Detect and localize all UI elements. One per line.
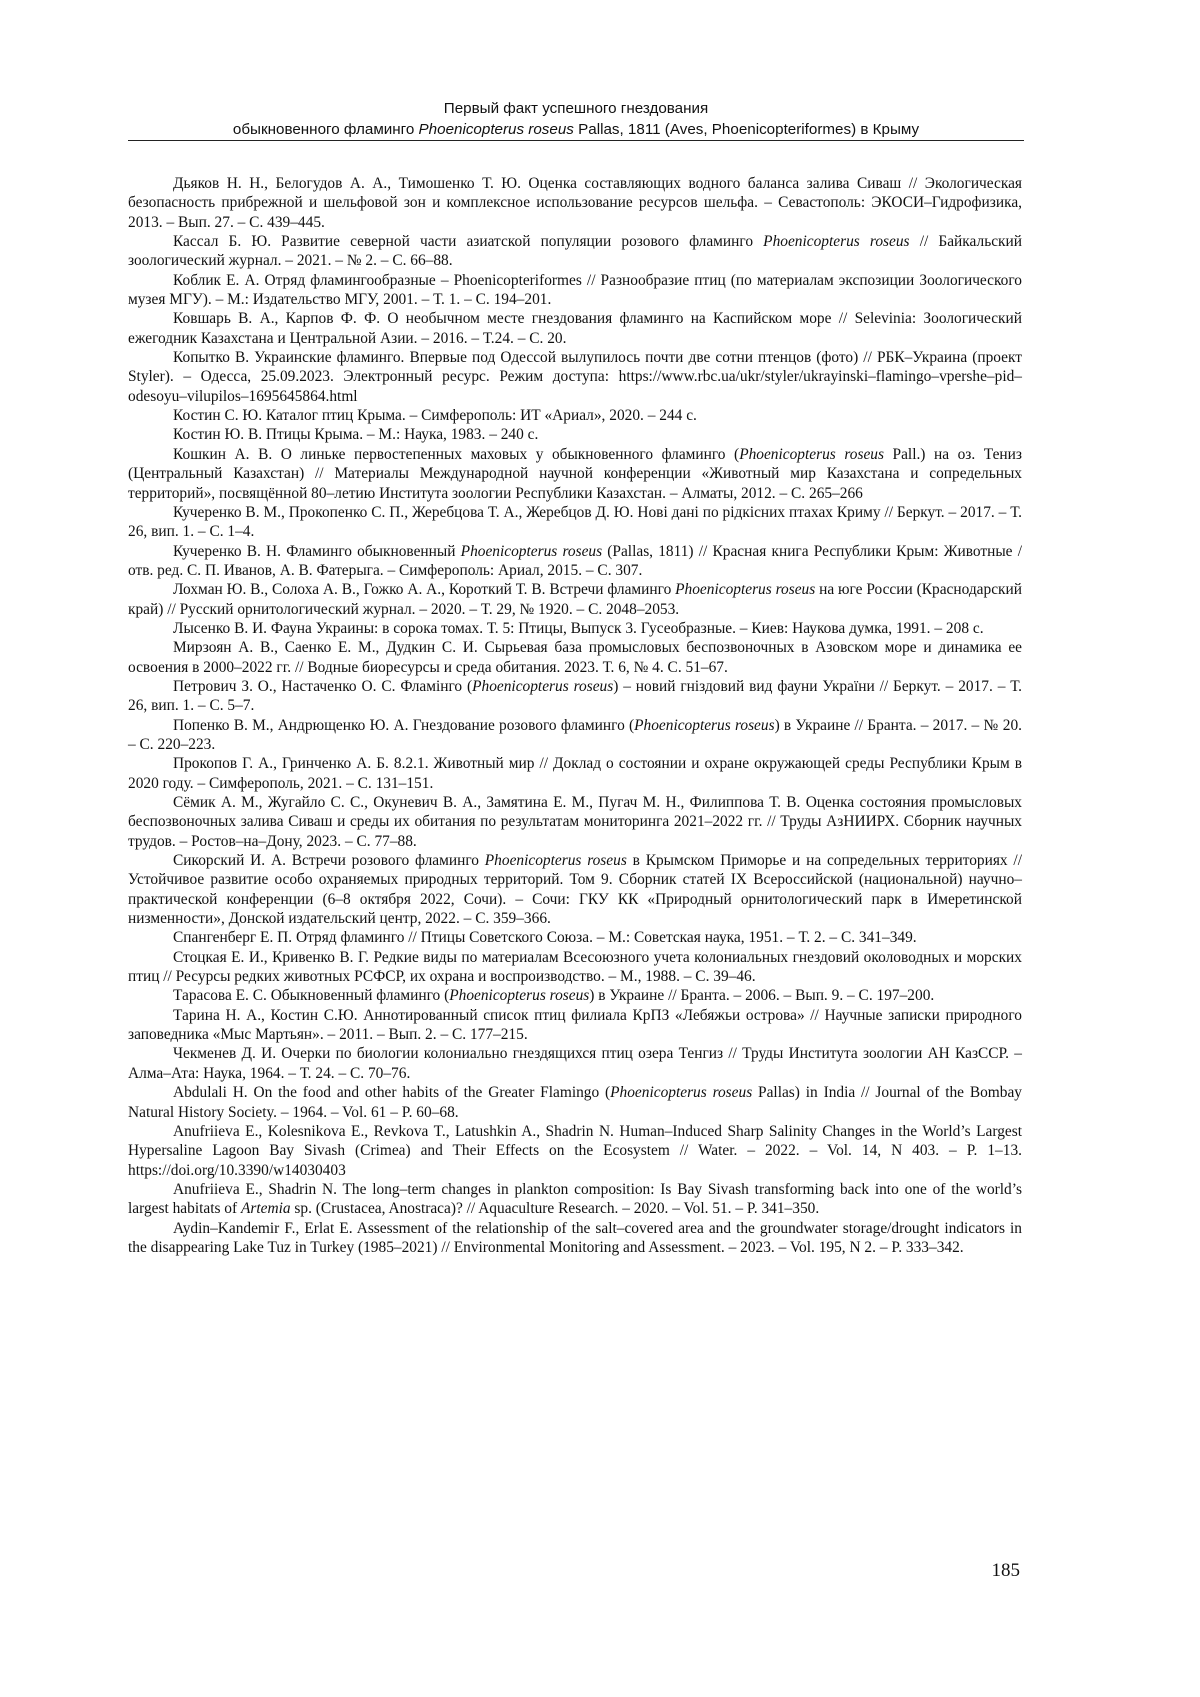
reference-text: Лысенко В. И. Фауна Украины: в сорока томах. Т. 5: Птицы, Выпуск 3. Гусеобразные. – Киев: Наукова думка, 1991. – 208 с. [173,619,984,637]
header-species-name: Phoenicopterus roseus [418,121,574,138]
reference-text: Кассал Б. Ю. Развитие северной части азиатской популяции розового фламинго [173,233,764,251]
reference-entry [128,677,1022,716]
species-name: Phoenicopterus roseus [472,677,614,695]
reference-text: ) в Украине // Бранта. – 2006. – Вып. 9. – С. 197–200. [589,987,935,1005]
header-line-2 [128,119,1024,140]
species-name: Phoenicopterus roseus [610,1084,753,1102]
reference-entry [128,348,1022,406]
reference-text: Копытко В. Украинские фламинго. Впервые под Одессой вылупилось почти две сотни птенцов (фото) // РБК–Украина (проект Styler). – Одесса, 25.09.2023. Электронный ресурс. Режим доступа: https://www.rbc.ua/ukr/styler/ukrayinski–flamingo–vpershe–pid–odesoyu–vilupilos–1695645864.html [128,349,1022,405]
reference-text: Кучеренко В. М., Прокопенко С. П., Жеребцова Т. А., Жеребцов Д. Ю. Нові дані по рідкісних птахах Криму // Беркут. – 2017. – Т. 26, вип. 1. – С. 1–4. [128,503,1022,541]
reference-text: Тарина Н. А., Костин С.Ю. Аннотированный список птиц филиала КрПЗ «Лебяжьи острова» // Научные записки природного заповедника «Мыс Мартьян». – 2011. – Вып. 2. – С. 177–215. [128,1006,1022,1044]
reference-text: Костин С. Ю. Каталог птиц Крыма. – Симферополь: ИТ «Ариал», 2020. – 244 с. [173,407,697,425]
species-name: Phoenicopterus roseus [460,542,603,560]
reference-entry [128,425,1022,444]
reference-entry [128,309,1022,348]
reference-text: Сёмик А. М., Жугайло С. С., Окуневич В. А., Замятина Е. М., Пугач М. Н., Филиппова Т. В. Оценка состояния промысловых беспозвоночных залива Сиваш и среды их обитания по результатам мониторинга 2021–2022 гг. // Труды АзНИИРХ. Сборник научных трудов. – Ростов–на–Дону, 2023. – С. 77–88. [128,794,1022,850]
reference-entry [128,928,1022,947]
species-name: Artemia [240,1200,291,1218]
reference-list [128,174,1022,1257]
reference-entry [128,174,1022,232]
reference-entry [128,1083,1022,1122]
header-line-2-start: обыкновенного фламинго [232,121,419,138]
reference-text: Кошкин А. В. О линьке первостепенных маховых у обыкновенного фламинго ( [173,445,740,463]
species-name: Phoenicopterus roseus [739,445,884,463]
reference-entry [128,271,1022,310]
reference-text: Тарасова Е. С. Обыкновенный фламинго ( [173,987,450,1005]
reference-text: Сикорский И. А. Встречи розового фламинго [173,852,485,870]
reference-entry [128,716,1022,755]
reference-text: Мирзоян А. В., Саенко Е. М., Дудкин С. И. Сырьевая база промысловых беспозвоночных в Азовском море и динамика ее освоения в 2000–2022 гг. // Водные биоресурсы и среда обитания. 2023. Т. 6, № 4. С. 51–67. [128,639,1022,676]
reference-entry [128,580,1022,619]
reference-entry [128,1180,1022,1219]
reference-text: Anufriieva E., Shadrin N. The long–term changes in plankton composition: Is Bay Sivash transforming back into one of the world’s largest habitats of [128,1180,1022,1218]
reference-entry [128,542,1022,581]
reference-entry [128,406,1022,425]
reference-text: Abdulali H. On the food and other habits of the Greater Flamingo ( [173,1084,611,1102]
reference-text: Коблик Е. А. Отряд фламингообразные – Phoenicopteriformes // Разнообразие птиц (по материалам экспозиции Зоологического музея МГУ). – М.: Издательство МГУ, 2001. – Т. 1. – С. 194–201. [128,271,1022,309]
species-name: Phoenicopterus roseus [763,233,910,251]
reference-text: (Pallas, 1811) // Красная книга Республики Крым: Животные / отв. ред. С. П. Иванов, А. В. Фатерыга. – Симферополь: Ариал, 2015. – С. 307. [128,542,1022,579]
reference-entry [128,1006,1022,1045]
header-line-1: Первый факт успешного гнездования [443,100,709,117]
reference-text: sp. (Crustacea, Anostraca)? // Aquaculture Research. – 2020. – Vol. 51. – P. 341–350. [290,1200,820,1218]
reference-entry [128,851,1022,928]
reference-text: Стоцкая Е. И., Кривенко В. Г. Редкие виды по материалам Всесоюзного учета колониальных гнездовий околоводных и морских птиц // Ресурсы редких животных РСФСР, их охрана и воспроизводство. – М., 1988. – С. 39–46. [128,948,1022,986]
page-number: 185 [991,1560,1020,1581]
header-line-2-end: Pallas, 1811 (Aves, Phoenicopteriformes) в Крыму [573,121,920,138]
reference-entry [128,1219,1022,1258]
reference-entry [128,619,1022,638]
reference-text: Anufriieva E., Kolesnikova E., Revkova T., Latushkin A., Shadrin N. Human–Induced Sharp Salinity Changes in the World’s Largest Hypersaline Lagoon Bay Sivash (Crimea) and Their Effects on the Ecosystem // Water. – 2022. – Vol. 14, N 403. – P. 1–13. https://doi.org/10.3390/w14030403 [128,1122,1022,1179]
reference-entry [128,445,1022,503]
reference-entry [128,793,1022,851]
species-name: Phoenicopterus roseus [484,852,627,870]
reference-entry [128,638,1022,677]
reference-entry [128,1122,1022,1180]
reference-text: Aydin–Kandemir F., Erlat E. Assessment of the relationship of the salt–covered area and the groundwater storage/drought indicators in the disappearing Lake Tuz in Turkey (1985–2021) // Environmental Monitoring and Assessment. – 2023. – Vol. 195, N 2. – P. 333–342. [128,1219,1022,1256]
reference-text: в Крымском Приморье и на сопредельных территориях // Устойчивое развитие особо охраняемых природных территорий. Том 9. Сборник статей IX Всероссийской (национальной) научно–практической конференции (6–8 октября 2022, Сочи). – Сочи: ГКУ КК «Природный орнитологический парк в Имеретинской низменности», Донской издательский центр, 2022. – С. 359–366. [128,852,1022,928]
species-name: Phoenicopterus roseus [634,716,775,734]
reference-text: Петрович З. О., Настаченко О. С. Фламінго ( [173,677,473,695]
reference-text: Дьяков Н. Н., Белогудов А. А., Тимошенко Т. Ю. Оценка составляющих водного баланса залива Сиваш // Экологическая безопасность прибрежной и шельфовой зон и комплексное использование ресурсов шельфа. – Севастополь: ЭКОСИ–Гидрофизика, 2013. – Вып. 27. – С. 439–445. [128,175,1022,231]
reference-entry [128,503,1022,542]
species-name: Phoenicopterus roseus [675,581,816,599]
reference-text: Pall.) на оз. Тениз (Центральный Казахстан) // Материалы Международной научной конференции «Животный мир Казахстана и сопредельных территорий», посвящённой 80–летию Института зоологии Республики Казахстан. – Алматы, 2012. – С. 265–266 [128,445,1022,502]
reference-text: Костин Ю. В. Птицы Крыма. – М.: Наука, 1983. – 240 с. [173,426,539,444]
reference-text: ) в Украине // Бранта. – 2017. – № 20. – С. 220–223. [128,716,1022,753]
running-header [128,98,1024,140]
reference-text: Спангенберг Е. П. Отряд фламинго // Птицы Советского Союза. – М.: Советская наука, 1951. – Т. 2. – С. 341–349. [173,929,917,947]
reference-text: // Байкальский зоологический журнал. – 2021. – № 2. – С. 66–88. [128,233,1022,270]
header-rule [128,140,1024,141]
reference-text: Прокопов Г. А., Гринченко А. Б. 8.2.1. Животный мир // Доклад о состоянии и охране окружающей среды Республики Крым в 2020 году. – Симферополь, 2021. – С. 131–151. [128,755,1022,792]
reference-text: Лохман Ю. В., Солоха А. В., Гожко А. А., Короткий Т. В. Встречи фламинго [173,581,676,599]
reference-entry [128,1044,1022,1083]
reference-entry [128,948,1022,987]
reference-text: Ковшарь В. А., Карпов Ф. Ф. О необычном месте гнездования фламинго на Каспийском море // Selevinia: Зоологический ежегодник Казахстана и Центральной Азии. – 2016. – Т.24. – С. 20. [128,310,1022,347]
reference-text: ) – новий гніздовий вид фауни України // Беркут. – 2017. – Т. 26, вип. 1. – С. 5–7. [128,677,1022,715]
reference-text: Попенко В. М., Андрющенко Ю. А. Гнездование розового фламинго ( [173,716,635,734]
reference-entry [128,232,1022,271]
reference-text: Кучеренко В. Н. Фламинго обыкновенный [173,542,461,560]
reference-text: на юге России (Краснодарский край) // Русский орнитологический журнал. – 2020. – Т. 29, № 1920. – С. 2048–2053. [128,581,1022,618]
reference-entry [128,986,1022,1005]
reference-entry [128,754,1022,793]
reference-text: Чекменев Д. И. Очерки по биологии колониально гнездящихся птиц озера Тенгиз // Труды Института зоологии АН КазССР. – Алма–Ата: Наука, 1964. – Т. 24. – С. 70–76. [128,1045,1022,1082]
species-name: Phoenicopterus roseus [449,987,590,1005]
reference-text: Pallas) in India // Journal of the Bombay Natural History Society. – 1964. – Vol. 61 – P. 60–68. [128,1084,1022,1121]
